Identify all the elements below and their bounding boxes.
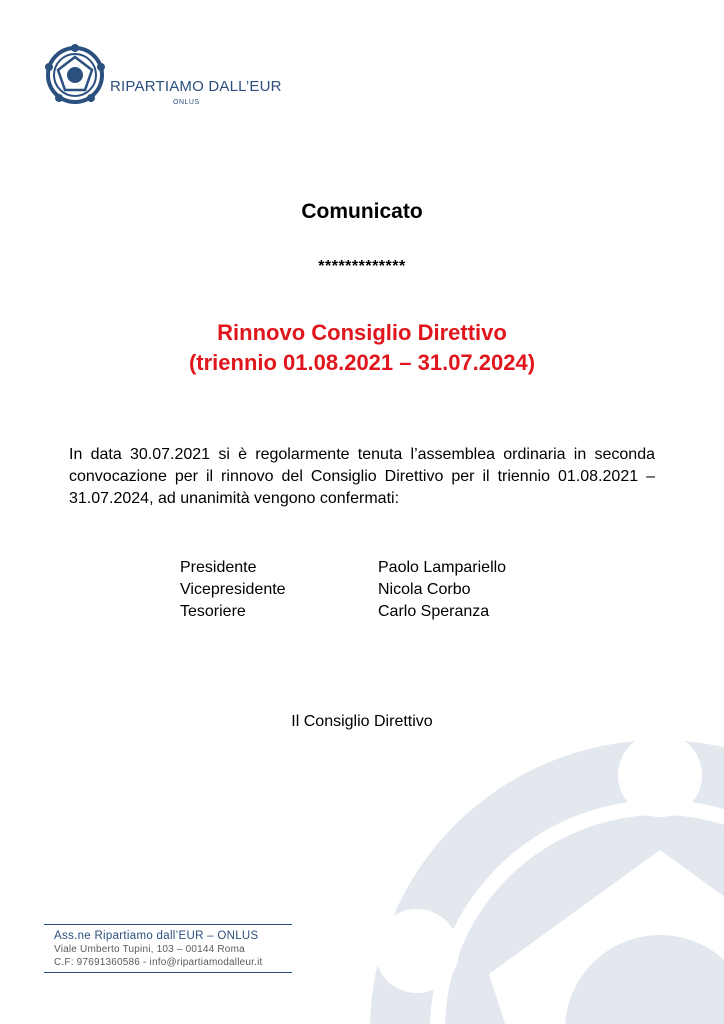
org-subtitle: ONLUS	[173, 99, 200, 106]
document-title: Comunicato	[301, 200, 423, 223]
footer-address: Viale Umberto Tupini, 103 – 00144 Roma	[54, 944, 245, 955]
footer	[44, 924, 294, 973]
role-person: Nicola Corbo	[378, 581, 471, 598]
role-person: Carlo Speranza	[378, 603, 490, 620]
role-title: Tesoriere	[180, 603, 246, 620]
separator: *************	[318, 258, 406, 275]
footer-divider	[44, 924, 292, 925]
role-title: Presidente	[180, 559, 257, 576]
watermark-logo	[330, 690, 724, 1024]
org-logo	[44, 44, 294, 114]
roles-list	[180, 557, 506, 623]
org-emblem-icon	[44, 44, 106, 106]
role-row	[180, 601, 506, 623]
subject-line-1: Rinnovo Consiglio Direttivo	[217, 320, 507, 345]
org-name-part1: RIPARTI	[110, 78, 170, 95]
role-row	[180, 557, 506, 579]
role-person: Paolo Lampariello	[378, 559, 507, 576]
role-title: Vicepresidente	[180, 581, 286, 598]
org-name	[110, 78, 282, 95]
role-row	[180, 579, 506, 601]
subject-line-2: (triennio 01.08.2021 – 31.07.2024)	[188, 350, 536, 375]
body-paragraph: In data 30.07.2021 si è regolarmente tenuta l’assemblea ordinaria in seconda convocazione per il rinnovo del Consiglio Direttivo per il triennio 01.08.2021 – 31.07.2024, ad unanimità vengono confermati:	[69, 446, 655, 507]
footer-contact: C.F: 97691360586 - info@ripartiamodalleur.it	[54, 957, 263, 968]
org-name-part2: AMO DALL’EUR	[169, 78, 282, 95]
signature: Il Consiglio Direttivo	[291, 713, 433, 730]
footer-divider	[44, 972, 292, 973]
footer-org-name: Ass.ne Ripartiamo dall’EUR – ONLUS	[54, 930, 259, 942]
subject	[0, 318, 724, 378]
